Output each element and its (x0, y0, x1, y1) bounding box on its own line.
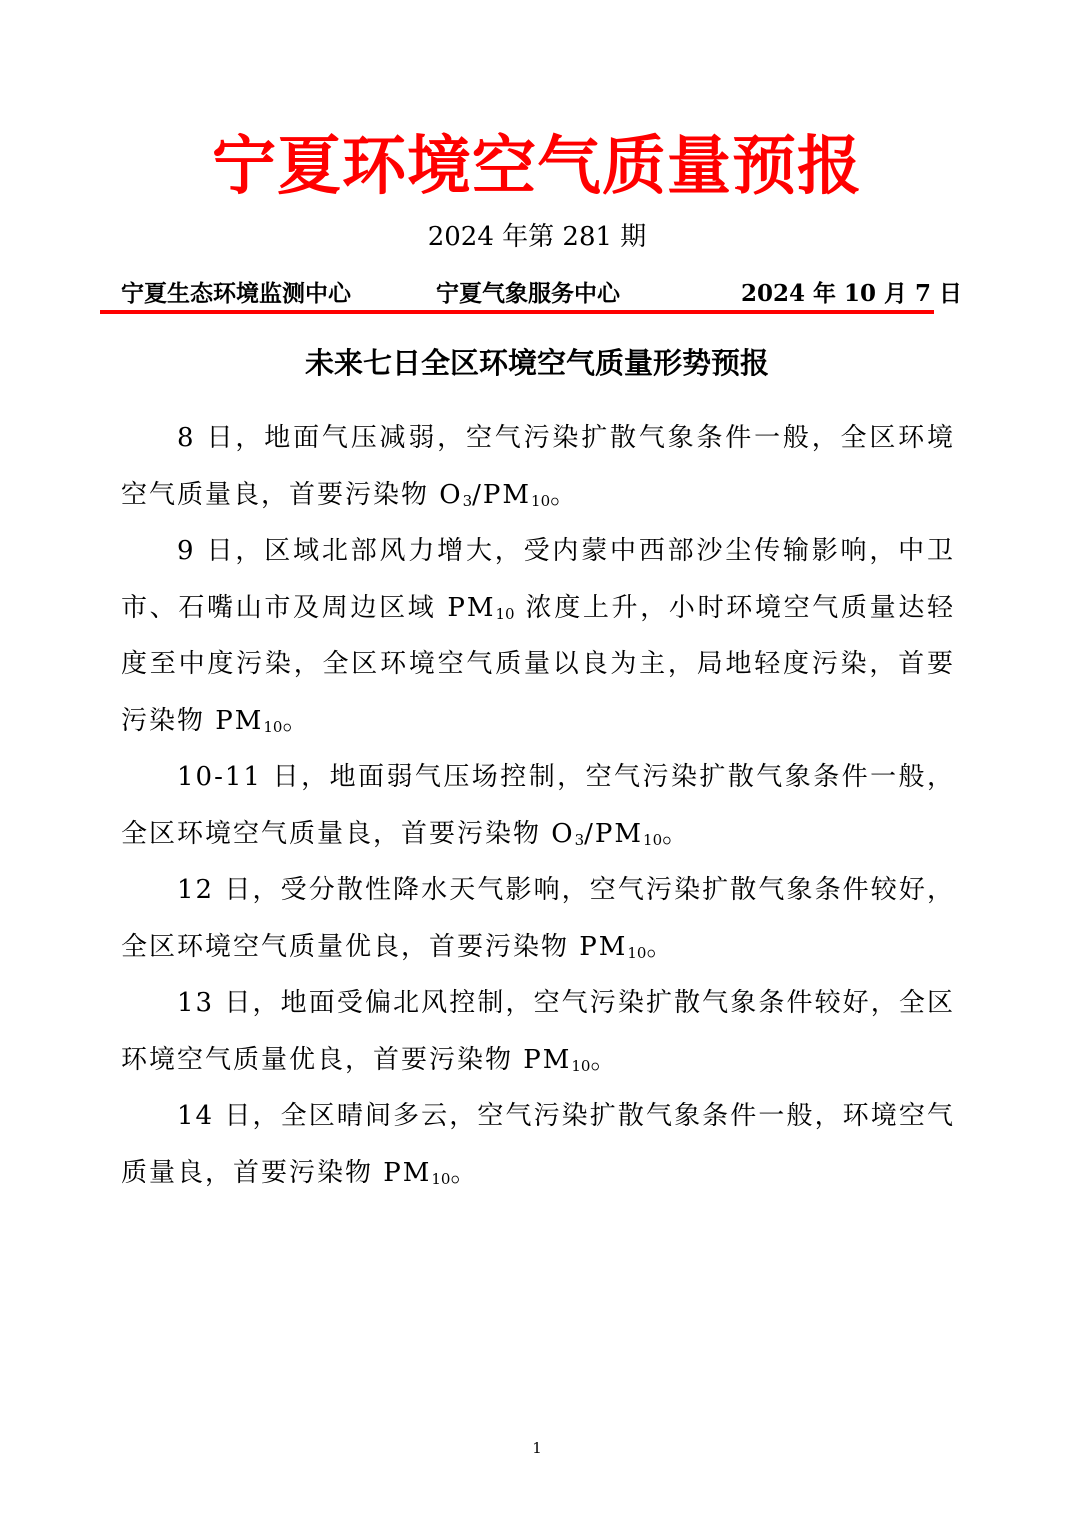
paragraph-text: 13 日，地面受偏北风控制，空气污染扩散气象条件较好，全区环境空气质量优良，首要污染物 PM (121, 988, 955, 1075)
subscript: 10 (263, 717, 283, 736)
subscript: 10 (531, 491, 551, 510)
forecast-paragraph-day-9 (121, 523, 955, 749)
subscript: 3 (462, 491, 473, 510)
paragraph-text: 9 日，区域北部风力增大，受内蒙中西部沙尘传输影响，中卫市、石嘴山市及周边区域 PM (121, 536, 955, 623)
subscript: 10 (495, 604, 515, 623)
paragraph-text: 。 (662, 818, 691, 849)
subscript: 3 (574, 830, 585, 849)
paragraph-text: 。 (550, 479, 579, 510)
issuing-org-environment: 宁夏生态环境监测中心 (121, 280, 351, 307)
forecast-body (121, 410, 955, 1201)
subscript: 10 (431, 1169, 451, 1188)
paragraph-text: /PM (584, 818, 644, 849)
paragraph-text: 14 日，全区晴间多云，空气污染扩散气象条件一般，环境空气质量良，首要污染物 PM (121, 1101, 955, 1188)
header-divider (100, 310, 934, 314)
paragraph-text: 。 (590, 1044, 619, 1075)
subscript: 10 (571, 1056, 591, 1075)
forecast-paragraph-day-12 (121, 862, 955, 975)
forecast-paragraph-day-10-11 (121, 749, 955, 862)
paragraph-text: 12 日，受分散性降水天气影响，空气污染扩散气象条件较好，全区环境空气质量优良，首要污染物 PM (121, 875, 955, 962)
issue-number: 2024 年第 281 期 (427, 222, 647, 252)
forecast-paragraph-day-13 (121, 975, 955, 1088)
paragraph-text: /PM (472, 479, 532, 510)
forecast-paragraph-day-8 (121, 410, 955, 523)
subscript: 10 (643, 830, 663, 849)
paragraph-text: 10-11 日，地面弱气压场控制，空气污染扩散气象条件一般，全区环境空气质量良，首要污染物 O (121, 762, 955, 849)
paragraph-text: 。 (282, 705, 311, 736)
forecast-paragraph-day-14 (121, 1088, 955, 1201)
paragraph-text: 浓度上升，小时环境空气质量达轻度至中度污染，全区环境空气质量以良为主，局地轻度污染，首要污染物 PM (121, 592, 955, 736)
page-number: 1 (532, 1439, 542, 1457)
issuing-org-meteorology: 宁夏气象服务中心 (436, 280, 620, 307)
bulletin-title: 宁夏环境空气质量预报 (212, 130, 862, 204)
paragraph-text: 8 日，地面气压减弱，空气污染扩散气象条件一般，全区环境空气质量良，首要污染物 O (121, 423, 955, 510)
issue-date: 2024 年 10 月 7 日 (741, 280, 963, 307)
section-heading: 未来七日全区环境空气质量形势预报 (304, 346, 769, 380)
paragraph-text: 。 (646, 931, 675, 962)
paragraph-text: 。 (450, 1157, 479, 1188)
subscript: 10 (627, 943, 647, 962)
